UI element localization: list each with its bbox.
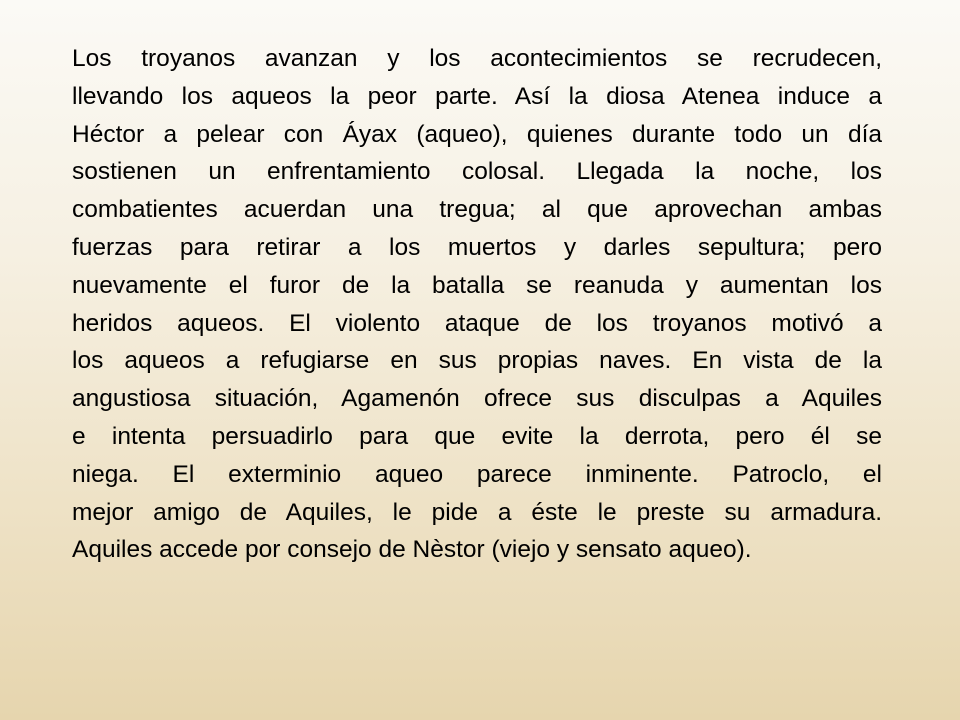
text-line-4: sostienen un enfrentamiento colosal. Llegada la noche, los: [72, 158, 882, 186]
text-line-5: combatientes acuerdan una tregua; al que aprovechan ambas: [72, 196, 882, 224]
text-line-7: nuevamente el furor de la batalla se reanuda y aumentan los: [72, 271, 882, 299]
text-line-3: Héctor a pelear con Áyax (aqueo), quienes durante todo un día: [72, 120, 882, 148]
text-line-10: angustiosa situación, Agamenón ofrece sus disculpas a Aquiles: [72, 385, 882, 413]
body-text: [72, 40, 882, 569]
text-line-6: fuerzas para retirar a los muertos y darles sepultura; pero: [72, 233, 882, 261]
text-line-14: Aquiles accede por consejo de Nèstor (viejo y sensato aqueo).: [72, 536, 752, 564]
text-line-13: mejor amigo de Aquiles, le pide a éste le preste su armadura.: [72, 498, 882, 526]
text-line-12: niega. El exterminio aqueo parece inminente. Patroclo, el: [72, 460, 882, 488]
text-line-8: heridos aqueos. El violento ataque de los troyanos motivó a: [72, 309, 882, 337]
text-line-2: llevando los aqueos la peor parte. Así la diosa Atenea induce a: [72, 82, 882, 110]
text-line-1: Los troyanos avanzan y los acontecimientos se recrudecen,: [72, 45, 882, 72]
text-line-9: los aqueos a refugiarse en sus propias naves. En vista de la: [72, 347, 882, 375]
text-line-11: e intenta persuadirlo para que evite la derrota, pero él se: [72, 422, 882, 450]
